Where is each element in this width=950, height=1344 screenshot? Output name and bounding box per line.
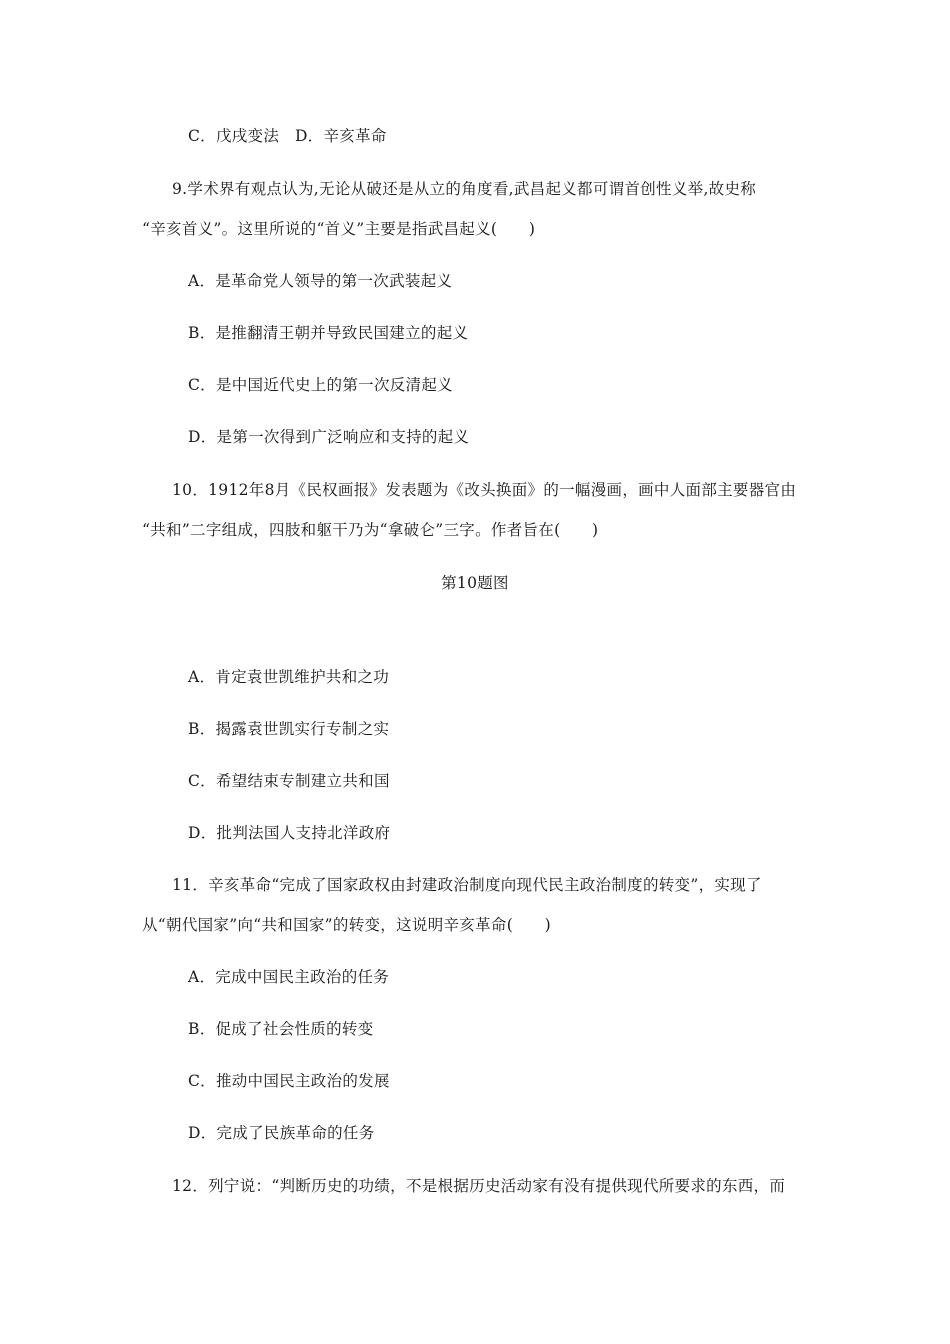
q11-option-a: A．完成中国民主政治的任务 [188,968,390,986]
q11-option-d: D．完成了民族革命的任务 [188,1124,375,1142]
q9-option-d: D．是第一次得到广泛响应和支持的起义 [188,428,470,446]
q10-option-d: D．批判法国人支持北洋政府 [188,824,391,842]
q12-stem-line-1: 12．列宁说：“判断历史的功绩，不是根据历史活动家有没有提供现代所要求的东西，而 [172,1177,786,1195]
q10-stem-line-2: “共和”二字组成，四肢和躯干乃为“拿破仑”三字。作者旨在( ) [142,521,599,539]
q8-options-line: C．戊戌变法 D．辛亥革命 [188,127,387,145]
q10-option-b: B．揭露袁世凯实行专制之实 [188,720,390,738]
q10-figure-caption: 第10题图 [441,574,509,592]
q10-stem-line-1: 10．1912年8月《民权画报》发表题为《改头换面》的一幅漫画，画中人面部主要器官由 [172,481,797,499]
q11-option-b: B．促成了社会性质的转变 [188,1020,374,1038]
q10-option-a: A．肯定袁世凯维护共和之功 [188,668,390,686]
q9-option-c: C．是中国近代史上的第一次反清起义 [188,376,453,394]
q11-stem-line-2: 从“朝代国家”向“共和国家”的转变，这说明辛亥革命( ) [142,916,551,934]
q9-option-a: A．是革命党人领导的第一次武装起义 [188,272,453,290]
q11-option-c: C．推动中国民主政治的发展 [188,1072,390,1090]
q9-stem-line-2: “辛亥首义”。这里所说的“首义”主要是指武昌起义( ) [142,220,536,238]
q11-stem-line-1: 11．辛亥革命“完成了国家政权由封建政治制度向现代民主政治制度的转变”，实现了 [172,876,762,894]
q9-stem-line-1: 9.学术界有观点认为,无论从破还是从立的角度看,武昌起义都可谓首创性义举,故史称 [172,180,757,198]
q10-option-c: C．希望结束专制建立共和国 [188,772,390,790]
q9-option-b: B．是推翻清王朝并导致民国建立的起义 [188,324,469,342]
